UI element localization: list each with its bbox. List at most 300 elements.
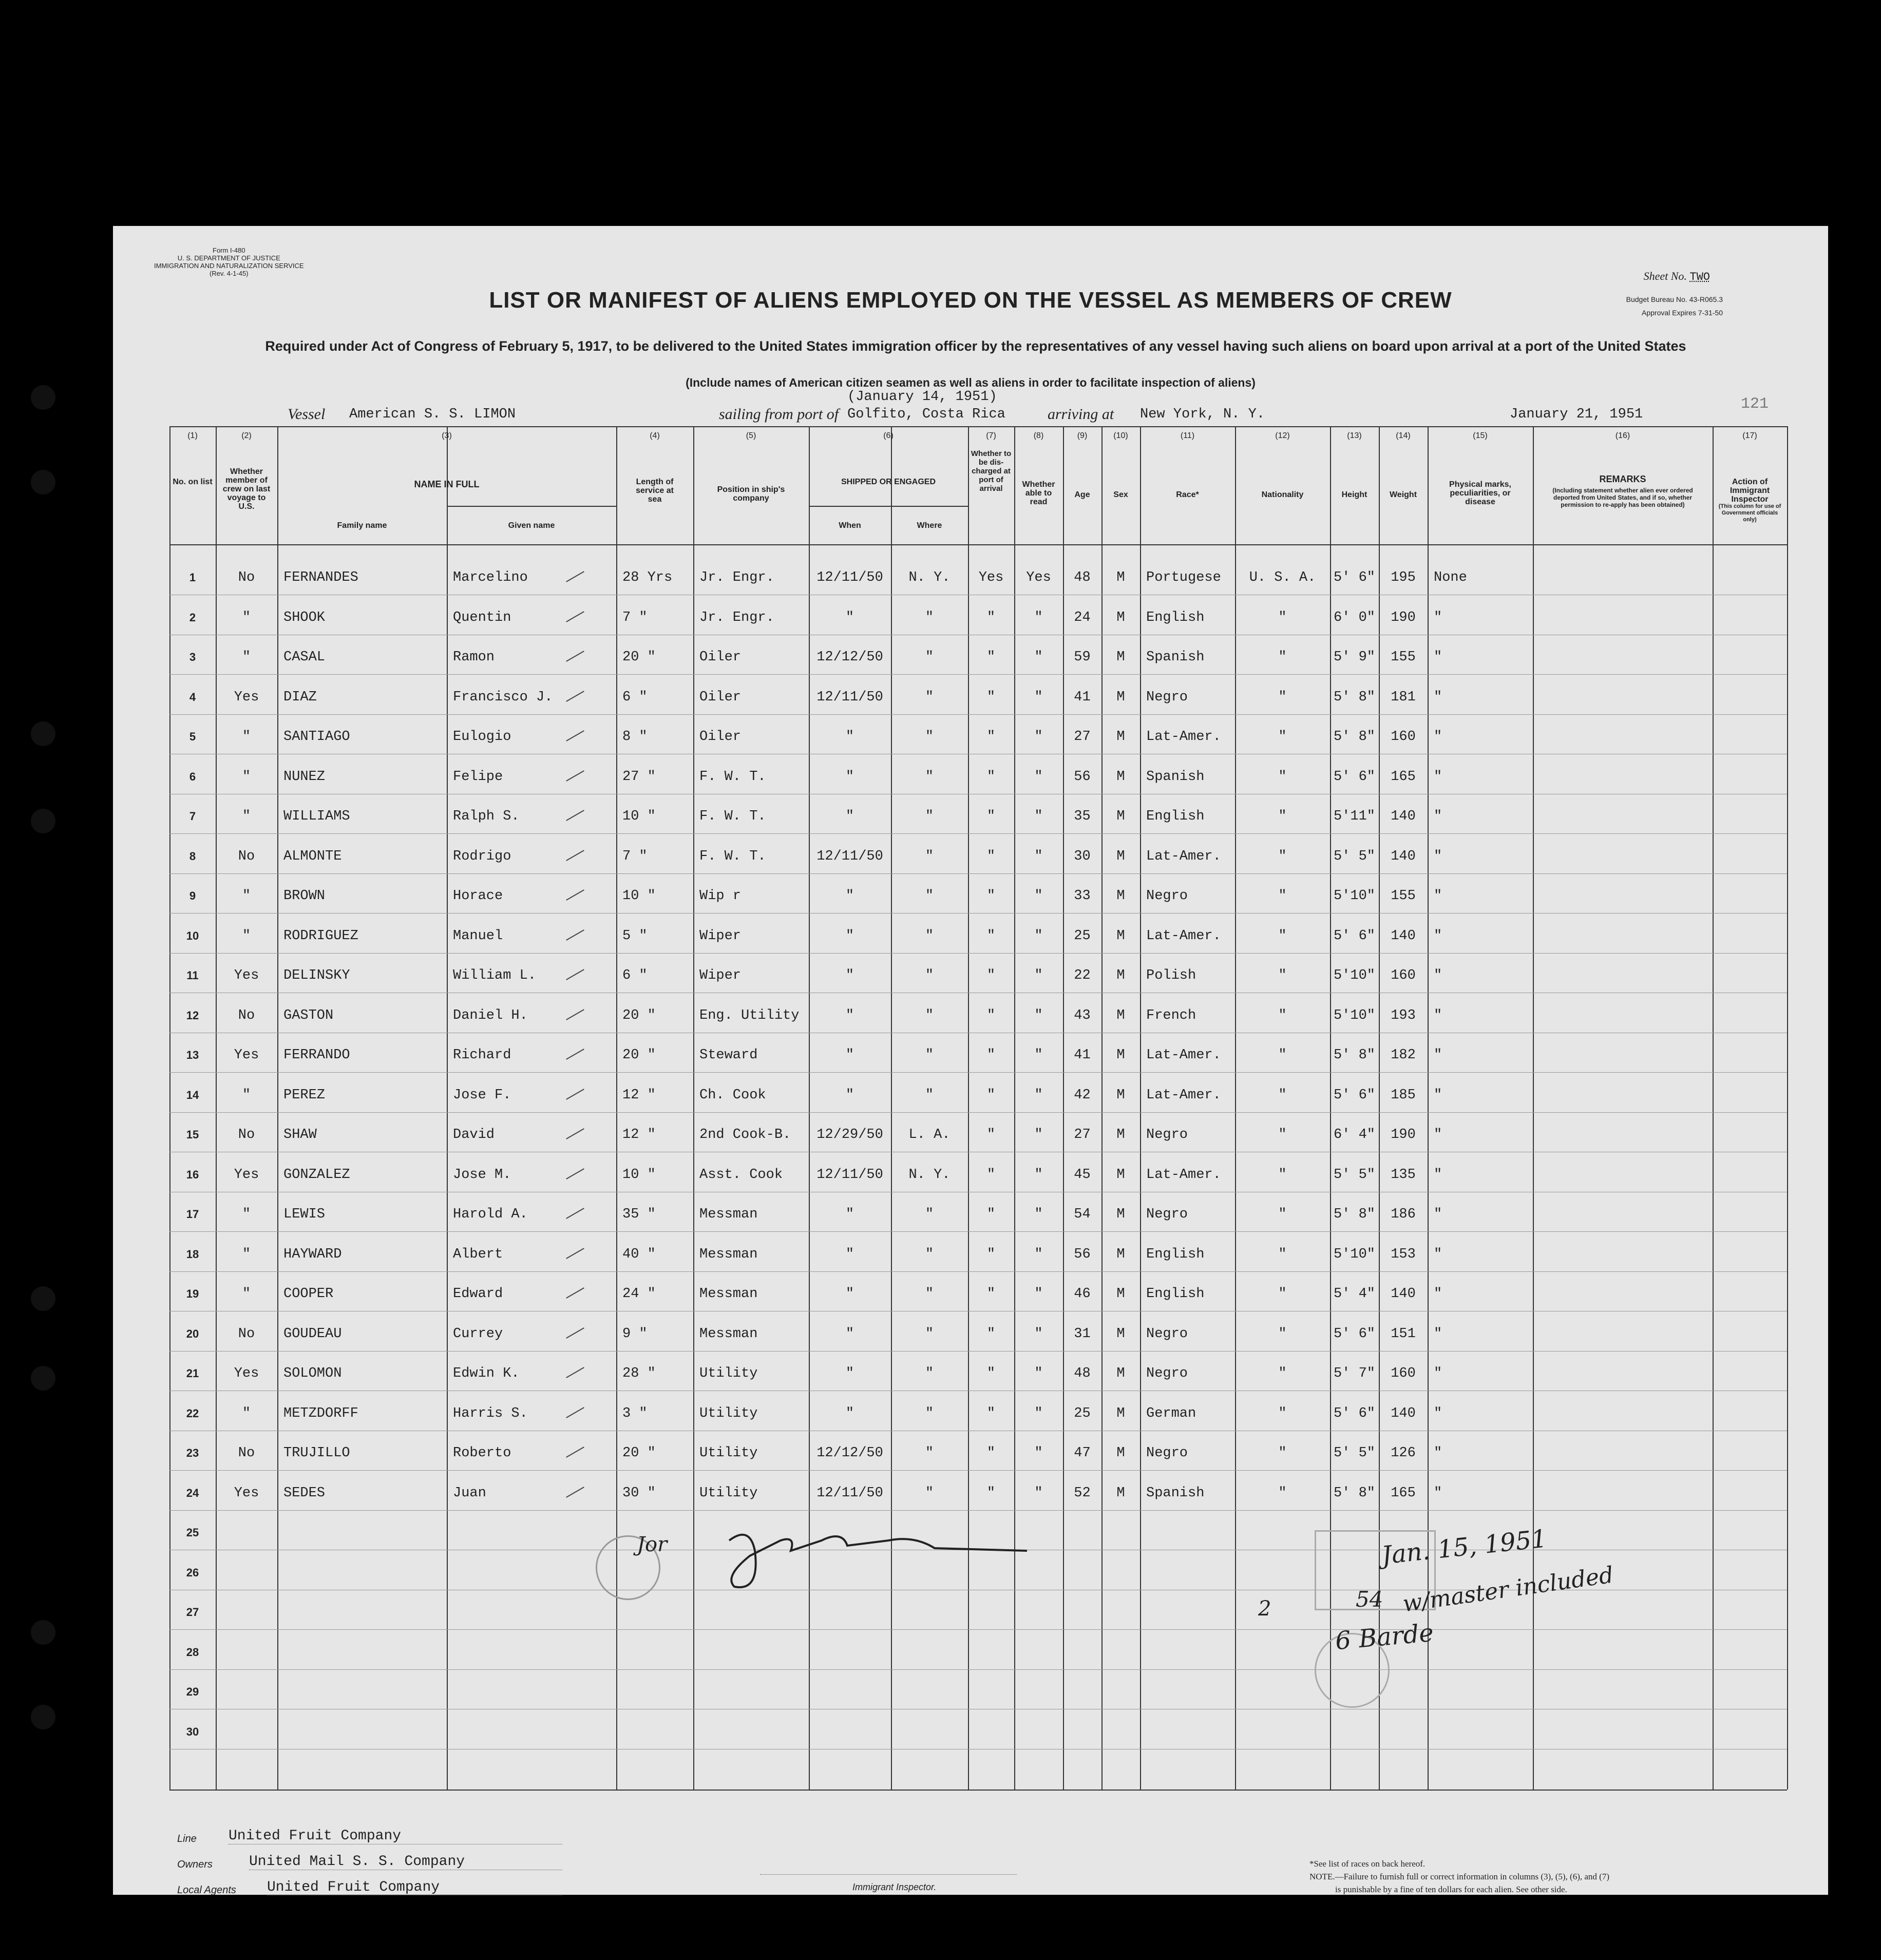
weight: 160 xyxy=(1391,729,1416,745)
height: 5' 4" xyxy=(1333,1286,1375,1302)
discharged: " xyxy=(986,729,996,745)
age: 24 xyxy=(1074,610,1091,625)
nationality: " xyxy=(1278,928,1287,944)
ship-position: Oiler xyxy=(699,650,742,665)
age: 56 xyxy=(1074,1246,1091,1262)
ship-position: Ch. Cook xyxy=(699,1087,766,1103)
col-9-header: Age xyxy=(1074,490,1090,499)
able-to-read: " xyxy=(1034,888,1043,904)
age: 56 xyxy=(1074,769,1091,785)
row-line xyxy=(169,714,1787,715)
ship-position: Messman xyxy=(699,1326,758,1342)
given-name: Richard xyxy=(453,1048,511,1063)
height: 5'10" xyxy=(1333,1246,1375,1262)
ship-position: Jr. Engr. xyxy=(699,570,774,585)
weight: 165 xyxy=(1391,769,1416,785)
discharged: " xyxy=(986,809,996,824)
weight: 190 xyxy=(1391,1127,1416,1143)
ship-position: F. W. T. xyxy=(699,769,766,785)
row-line xyxy=(169,674,1787,675)
service-length: 6 " xyxy=(622,689,648,705)
family-name: FERRANDO xyxy=(283,1048,350,1063)
discharged: " xyxy=(986,769,996,785)
arriving-label: arriving at xyxy=(1048,406,1114,423)
crew-last-voyage: Yes xyxy=(234,689,259,705)
initials: Jor xyxy=(637,1533,668,1556)
row-line xyxy=(169,1470,1787,1471)
race: Negro xyxy=(1146,689,1188,705)
family-name: METZDORFF xyxy=(283,1405,358,1421)
col-14-header: Weight xyxy=(1389,490,1417,499)
col-11-header: Race* xyxy=(1176,490,1199,499)
sex: M xyxy=(1116,1286,1125,1302)
col-6-number: (6) xyxy=(883,431,894,440)
discharged: " xyxy=(986,1445,996,1461)
col-line xyxy=(1787,426,1788,1790)
nationality: " xyxy=(1278,610,1287,625)
sex: M xyxy=(1116,1246,1125,1262)
row-line xyxy=(169,1669,1787,1670)
row-number: 24 xyxy=(186,1486,199,1499)
crew-last-voyage: " xyxy=(242,1087,251,1103)
family-name: SOLOMON xyxy=(283,1366,342,1381)
service-length: 3 " xyxy=(622,1405,648,1421)
crew-last-voyage: No xyxy=(238,1127,255,1143)
service-length: 7 " xyxy=(622,610,648,625)
given-name: Currey xyxy=(453,1326,503,1342)
physical-marks: " xyxy=(1434,610,1442,625)
shipped-where: " xyxy=(925,1087,934,1103)
physical-marks: " xyxy=(1434,1127,1442,1143)
weight: 160 xyxy=(1391,968,1416,983)
family-name: PEREZ xyxy=(283,1087,326,1103)
physical-marks: " xyxy=(1434,1167,1442,1183)
row-number: 3 xyxy=(189,651,196,663)
given-name: Quentin xyxy=(453,610,511,625)
ship-position: Messman xyxy=(699,1246,758,1262)
col-11-number: (11) xyxy=(1180,431,1195,440)
shipped-when: " xyxy=(845,928,854,944)
vessel-name: American S. S. LIMON xyxy=(349,407,516,422)
arrival-year: 51 xyxy=(1626,407,1643,422)
able-to-read: " xyxy=(1034,1127,1043,1143)
service-length: 20 " xyxy=(622,1445,656,1461)
col-1-header: No. on list xyxy=(173,478,213,486)
discharged: " xyxy=(986,1048,996,1063)
crew-last-voyage: " xyxy=(242,928,251,944)
punch-hole xyxy=(31,1705,55,1729)
crew-last-voyage: No xyxy=(238,848,255,864)
crew-last-voyage: Yes xyxy=(234,1167,259,1183)
physical-marks: " xyxy=(1434,1485,1442,1501)
physical-marks: " xyxy=(1434,1405,1442,1421)
shipped-where: " xyxy=(925,1207,934,1222)
col-6-header: SHIPPED OR ENGAGED xyxy=(841,478,936,486)
discharged: " xyxy=(986,1007,996,1023)
races-note: *See list of races on back hereof. xyxy=(1309,1859,1426,1869)
sex: M xyxy=(1116,570,1125,585)
col-4-number: (4) xyxy=(650,431,660,440)
weight: 155 xyxy=(1391,888,1416,904)
col-line xyxy=(1063,426,1064,1790)
service-length: 40 " xyxy=(622,1246,656,1262)
family-name: RODRIGUEZ xyxy=(283,928,358,944)
race: English xyxy=(1146,610,1205,625)
service-length: 12 " xyxy=(622,1087,656,1103)
shipped-where: " xyxy=(925,1007,934,1023)
punch-hole xyxy=(31,470,55,494)
sex: M xyxy=(1116,888,1125,904)
service-length: 8 " xyxy=(622,729,648,745)
given-name: Ralph S. xyxy=(453,809,520,824)
col-14-number: (14) xyxy=(1396,431,1411,440)
sex: M xyxy=(1116,1445,1125,1461)
col-6b-header: Where xyxy=(917,521,942,530)
crew-last-voyage: Yes xyxy=(234,1048,259,1063)
form-number: Form I-480 xyxy=(213,246,245,254)
family-name: TRUJILLO xyxy=(283,1445,350,1461)
age: 35 xyxy=(1074,809,1091,824)
age: 31 xyxy=(1074,1326,1091,1342)
family-name: SHOOK xyxy=(283,610,326,625)
race: Negro xyxy=(1146,1445,1188,1461)
given-name: Francisco J. xyxy=(453,689,553,705)
able-to-read: " xyxy=(1034,1167,1043,1183)
weight: 151 xyxy=(1391,1326,1416,1342)
nationality: " xyxy=(1278,1485,1287,1501)
row-number: 7 xyxy=(189,810,196,823)
manifest-sheet xyxy=(113,226,1828,1895)
shipped-where: " xyxy=(925,888,934,904)
shipped-where: " xyxy=(925,1246,934,1262)
sex: M xyxy=(1116,729,1125,745)
height: 5' 6" xyxy=(1333,928,1375,944)
sex: M xyxy=(1116,1167,1125,1183)
physical-marks: " xyxy=(1434,1366,1442,1381)
col-8-number: (8) xyxy=(1033,431,1044,440)
shipped-when: " xyxy=(845,610,854,625)
nationality: " xyxy=(1278,1286,1287,1302)
weight: 140 xyxy=(1391,928,1416,944)
shipped-where: N. Y. xyxy=(908,570,951,585)
age: 48 xyxy=(1074,570,1091,585)
fine-note-2: is punishable by a fine of ten dollars for each alien. See other side. xyxy=(1335,1885,1567,1894)
discharged: " xyxy=(986,968,996,983)
age: 27 xyxy=(1074,729,1091,745)
age: 22 xyxy=(1074,968,1091,983)
physical-marks: " xyxy=(1434,1007,1442,1023)
given-name: Manuel xyxy=(453,928,503,944)
col-8-header: Whether able to read xyxy=(1022,480,1055,506)
family-name: SEDES xyxy=(283,1485,326,1501)
handwritten-note: w/master included xyxy=(1401,1562,1616,1618)
shipped-when: " xyxy=(845,888,854,904)
ship-position: Asst. Cook xyxy=(699,1167,783,1183)
page-subtitle: Required under Act of Congress of February 5, 1917, to be delivered to the United States immigration officer by the representatives of any vessel having such aliens on board upon arrival at a port of the United States xyxy=(265,338,1686,354)
shipped-when: " xyxy=(845,1246,854,1262)
able-to-read: " xyxy=(1034,1405,1043,1421)
punch-hole xyxy=(31,1286,55,1311)
service-length: 28 Yrs xyxy=(622,570,673,585)
sex: M xyxy=(1116,1405,1125,1421)
family-name: NUNEZ xyxy=(283,769,326,785)
form-id-block xyxy=(154,246,304,277)
given-name: Felipe xyxy=(453,769,503,785)
family-name: CASAL xyxy=(283,650,326,665)
ship-position: Messman xyxy=(699,1286,758,1302)
shipped-when: " xyxy=(845,1207,854,1222)
able-to-read: " xyxy=(1034,1485,1043,1501)
able-to-read: " xyxy=(1034,968,1043,983)
given-name: Daniel H. xyxy=(453,1007,528,1023)
physical-marks: " xyxy=(1434,1087,1442,1103)
nationality: " xyxy=(1278,729,1287,745)
height: 5' 8" xyxy=(1333,689,1375,705)
given-name: Edwin K. xyxy=(453,1366,520,1381)
height: 5' 5" xyxy=(1333,1167,1375,1183)
weight: 135 xyxy=(1391,1167,1416,1183)
crew-last-voyage: " xyxy=(242,729,251,745)
row-number: 18 xyxy=(186,1247,199,1261)
given-name: Albert xyxy=(453,1246,503,1262)
able-to-read: " xyxy=(1034,1286,1043,1302)
col-line xyxy=(216,426,217,1790)
able-to-read: " xyxy=(1034,729,1043,745)
shipped-when: 12/11/50 xyxy=(816,570,883,585)
given-name: Jose M. xyxy=(453,1167,511,1183)
service-length: 20 " xyxy=(622,650,656,665)
col-3b-header: Given name xyxy=(508,521,555,530)
able-to-read: " xyxy=(1034,1326,1043,1342)
race: French xyxy=(1146,1007,1196,1023)
handwritten-sheets: 2 xyxy=(1258,1597,1271,1621)
family-name: HAYWARD xyxy=(283,1246,342,1262)
shipped-where: " xyxy=(925,1286,934,1302)
service-length: 5 " xyxy=(622,928,648,944)
handwritten-count: 54 xyxy=(1356,1587,1383,1612)
height: 5' 8" xyxy=(1333,729,1375,745)
nationality: " xyxy=(1278,1048,1287,1063)
shipped-where: " xyxy=(925,689,934,705)
crew-last-voyage: " xyxy=(242,809,251,824)
able-to-read: " xyxy=(1034,1445,1043,1461)
col-3-number: (3) xyxy=(442,431,452,440)
nationality: " xyxy=(1278,1366,1287,1381)
height: 5' 5" xyxy=(1333,1445,1375,1461)
age: 41 xyxy=(1074,1048,1091,1063)
col-13-header: Height xyxy=(1341,490,1367,499)
service-length: 20 " xyxy=(622,1048,656,1063)
service-name: IMMIGRATION AND NATURALIZATION SERVICE xyxy=(154,262,304,270)
given-name: Roberto xyxy=(453,1445,511,1461)
age: 54 xyxy=(1074,1207,1091,1222)
shipped-when: 12/29/50 xyxy=(816,1127,883,1143)
sex: M xyxy=(1116,1207,1125,1222)
service-length: 10 " xyxy=(622,888,656,904)
col-10-number: (10) xyxy=(1113,431,1128,440)
row-number: 8 xyxy=(189,849,196,863)
service-length: 7 " xyxy=(622,848,648,864)
handwritten-extra: 6 Barde xyxy=(1334,1618,1435,1656)
given-name: Ramon xyxy=(453,650,495,665)
age: 48 xyxy=(1074,1366,1091,1381)
weight: 193 xyxy=(1391,1007,1416,1023)
age: 25 xyxy=(1074,1405,1091,1421)
ship-position: Messman xyxy=(699,1207,758,1222)
given-name: Eulogio xyxy=(453,729,511,745)
weight: 140 xyxy=(1391,848,1416,864)
crew-last-voyage: Yes xyxy=(234,1366,259,1381)
row-line xyxy=(169,833,1787,834)
col-16-header: REMARKS xyxy=(1599,474,1646,484)
nationality: " xyxy=(1278,968,1287,983)
col-3-header: NAME IN FULL xyxy=(414,479,480,489)
family-name: BROWN xyxy=(283,888,326,904)
col-6a-header: When xyxy=(839,521,861,530)
col-3a-header: Family name xyxy=(337,521,387,530)
col-9-number: (9) xyxy=(1077,431,1088,440)
race: Spanish xyxy=(1146,1485,1205,1501)
weight: 155 xyxy=(1391,650,1416,665)
discharged: " xyxy=(986,888,996,904)
weight: 186 xyxy=(1391,1207,1416,1222)
agents-value: United Fruit Company xyxy=(267,1879,562,1896)
discharged: " xyxy=(986,848,996,864)
family-name: GASTON xyxy=(283,1007,334,1023)
nationality: " xyxy=(1278,769,1287,785)
nationality: " xyxy=(1278,809,1287,824)
col-line xyxy=(693,426,694,1790)
row-number: 23 xyxy=(186,1447,199,1459)
crew-last-voyage: " xyxy=(242,1286,251,1302)
sex: M xyxy=(1116,968,1125,983)
col-15-header: Physical marks, peculiarities, or disease xyxy=(1449,480,1511,506)
age: 46 xyxy=(1074,1286,1091,1302)
nationality: " xyxy=(1278,1087,1287,1103)
department: U. S. DEPARTMENT OF JUSTICE xyxy=(177,254,280,262)
race: English xyxy=(1146,809,1205,824)
row-line xyxy=(169,953,1787,954)
shipped-when: 12/11/50 xyxy=(816,1485,883,1501)
col-line xyxy=(169,426,170,1790)
nationality: " xyxy=(1278,848,1287,864)
discharged: " xyxy=(986,1366,996,1381)
nationality: " xyxy=(1278,1127,1287,1143)
ship-position: Utility xyxy=(699,1405,758,1421)
ship-position: F. W. T. xyxy=(699,848,766,864)
vessel-label: Vessel xyxy=(288,406,326,423)
crew-last-voyage: " xyxy=(242,1405,251,1421)
row-number: 9 xyxy=(189,889,196,902)
inspector-line xyxy=(760,1874,1017,1875)
able-to-read: " xyxy=(1034,1007,1043,1023)
given-name: Edward xyxy=(453,1286,503,1302)
col-12-header: Nationality xyxy=(1261,490,1304,499)
col-line xyxy=(1713,426,1714,1790)
sex: M xyxy=(1116,610,1125,625)
col-5-number: (5) xyxy=(746,431,756,440)
col-line xyxy=(277,426,278,1790)
able-to-read: " xyxy=(1034,848,1043,864)
fine-note: NOTE.—Failure to furnish full or correct information in columns (3), (5), (6), and (7) xyxy=(1309,1872,1609,1881)
service-length: 12 " xyxy=(622,1127,656,1143)
row-number: 5 xyxy=(189,730,196,743)
row-line xyxy=(169,1112,1787,1113)
shipped-when: 12/12/50 xyxy=(816,1445,883,1461)
physical-marks: " xyxy=(1434,769,1442,785)
ship-position: Wip r xyxy=(699,888,742,904)
age: 25 xyxy=(1074,928,1091,944)
sex: M xyxy=(1116,1366,1125,1381)
race: Negro xyxy=(1146,888,1188,904)
row-line xyxy=(169,1271,1787,1272)
col-16-subheader: (Including statement whether alien ever ordered deported from United States, and if so, whether permission to re-apply has been obtained) xyxy=(1552,487,1693,508)
sex: M xyxy=(1116,1326,1125,1342)
age: 42 xyxy=(1074,1087,1091,1103)
nationality: " xyxy=(1278,689,1287,705)
punch-hole xyxy=(31,1620,55,1645)
given-name: Jose F. xyxy=(453,1087,511,1103)
physical-marks: " xyxy=(1434,848,1442,864)
able-to-read: " xyxy=(1034,809,1043,824)
race: Portugese xyxy=(1146,570,1221,585)
shipped-where: " xyxy=(925,928,934,944)
departure-date: (January 14, 1951) xyxy=(847,389,997,405)
weight: 190 xyxy=(1391,610,1416,625)
discharged: " xyxy=(986,610,996,625)
ship-position: Oiler xyxy=(699,729,742,745)
sex: M xyxy=(1116,1048,1125,1063)
physical-marks: " xyxy=(1434,888,1442,904)
punch-hole xyxy=(31,1366,55,1391)
sheet-number-value: TWO xyxy=(1689,271,1710,283)
sex: M xyxy=(1116,1007,1125,1023)
shipped-when: " xyxy=(845,1048,854,1063)
col-17-subheader: (This column for use of Government officials only) xyxy=(1718,503,1781,523)
race: Lat-Amer. xyxy=(1146,928,1221,944)
ship-position: Utility xyxy=(699,1366,758,1381)
col-17-header: Action of Immigrant Inspector xyxy=(1730,478,1770,504)
col-1-number: (1) xyxy=(187,431,198,440)
shipped-when: " xyxy=(845,809,854,824)
shipped-where: " xyxy=(925,650,934,665)
height: 5' 6" xyxy=(1333,769,1375,785)
ship-position: Utility xyxy=(699,1445,758,1461)
ship-position: Steward xyxy=(699,1048,758,1063)
col-2-header: Whether member of crew on last voyage to U.S. xyxy=(222,467,271,511)
col-10-header: Sex xyxy=(1113,490,1128,499)
service-length: 35 " xyxy=(622,1207,656,1222)
shipped-when: " xyxy=(845,769,854,785)
race: Lat-Amer. xyxy=(1146,1048,1221,1063)
able-to-read: " xyxy=(1034,769,1043,785)
row-number: 20 xyxy=(186,1327,199,1340)
row-number: 17 xyxy=(186,1208,199,1221)
ship-position: Eng. Utility xyxy=(699,1007,800,1023)
shipped-when: " xyxy=(845,1087,854,1103)
departure-port: Golfito, Costa Rica xyxy=(847,407,1005,422)
crew-last-voyage: " xyxy=(242,1246,251,1262)
sheet-number-label: Sheet No. xyxy=(1643,270,1687,282)
row-number: 6 xyxy=(189,770,196,783)
shipped-where: " xyxy=(925,968,934,983)
age: 41 xyxy=(1074,689,1091,705)
row-line xyxy=(169,1351,1787,1352)
shipped-where: " xyxy=(925,1326,934,1342)
physical-marks: " xyxy=(1434,729,1442,745)
shipped-where: " xyxy=(925,1485,934,1501)
shipped-when: 12/11/50 xyxy=(816,689,883,705)
